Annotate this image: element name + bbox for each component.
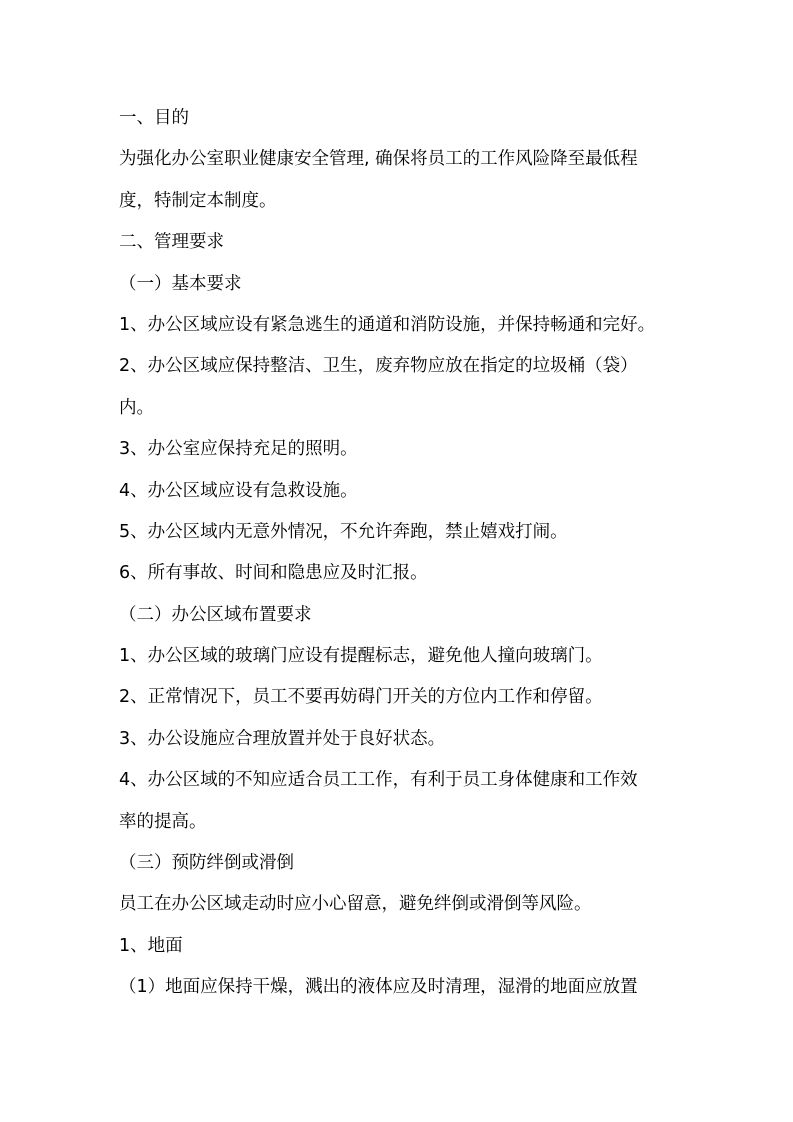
paragraph-line: 度，特制定本制度。 <box>119 190 277 211</box>
list-item: 4、办公区域应设有急救设施。 <box>119 480 358 501</box>
list-item: 6、所有事故、时间和隐患应及时汇报。 <box>119 563 428 584</box>
heading-purpose: 一、目的 <box>119 108 189 128</box>
list-item: 2、办公区域应保持整洁、卫生，废弃物应放在指定的垃圾桶（袋） <box>119 356 638 377</box>
sub-list-item: （1）地面应保持干燥，溅出的液体应及时清理，湿滑的地面应放置 <box>119 977 638 998</box>
list-item: 1、办公区域应设有紧急逃生的通道和消防设施，并保持畅通和完好。 <box>119 314 656 335</box>
list-item: 1、办公区域的玻璃门应设有提醒标志，避免他人撞向玻璃门。 <box>119 646 603 667</box>
heading-management-requirements: 二、管理要求 <box>119 232 224 253</box>
list-item: 4、办公区域的不知应适合员工工作，有利于员工身体健康和工作效 <box>119 770 638 791</box>
list-item-continuation: 率的提高。 <box>119 811 207 832</box>
list-item: 1、地面 <box>119 935 183 956</box>
paragraph-line: 为强化办公室职业健康安全管理, 确保将员工的工作风险降至最低程 <box>119 149 638 170</box>
list-item: 2、正常情况下，员工不要再妨碍门开关的方位内工作和停留。 <box>119 687 603 708</box>
list-item: 5、办公区域内无意外情况，不允许奔跑，禁止嬉戏打闹。 <box>119 521 568 542</box>
document-body <box>119 98 679 1009</box>
list-item: 3、办公设施应合理放置并处于良好状态。 <box>119 728 446 749</box>
subheading-prevent-trips: （三）预防绊倒或滑倒 <box>119 853 294 874</box>
subheading-basic-requirements: （一）基本要求 <box>119 273 242 294</box>
paragraph-line: 员工在办公区域走动时应小心留意，避免绊倒或滑倒等风险。 <box>119 894 592 915</box>
list-item: 3、办公室应保持充足的照明。 <box>119 439 358 460</box>
subheading-office-layout: （二）办公区域布置要求 <box>119 604 312 625</box>
list-item-continuation: 内。 <box>119 397 154 418</box>
